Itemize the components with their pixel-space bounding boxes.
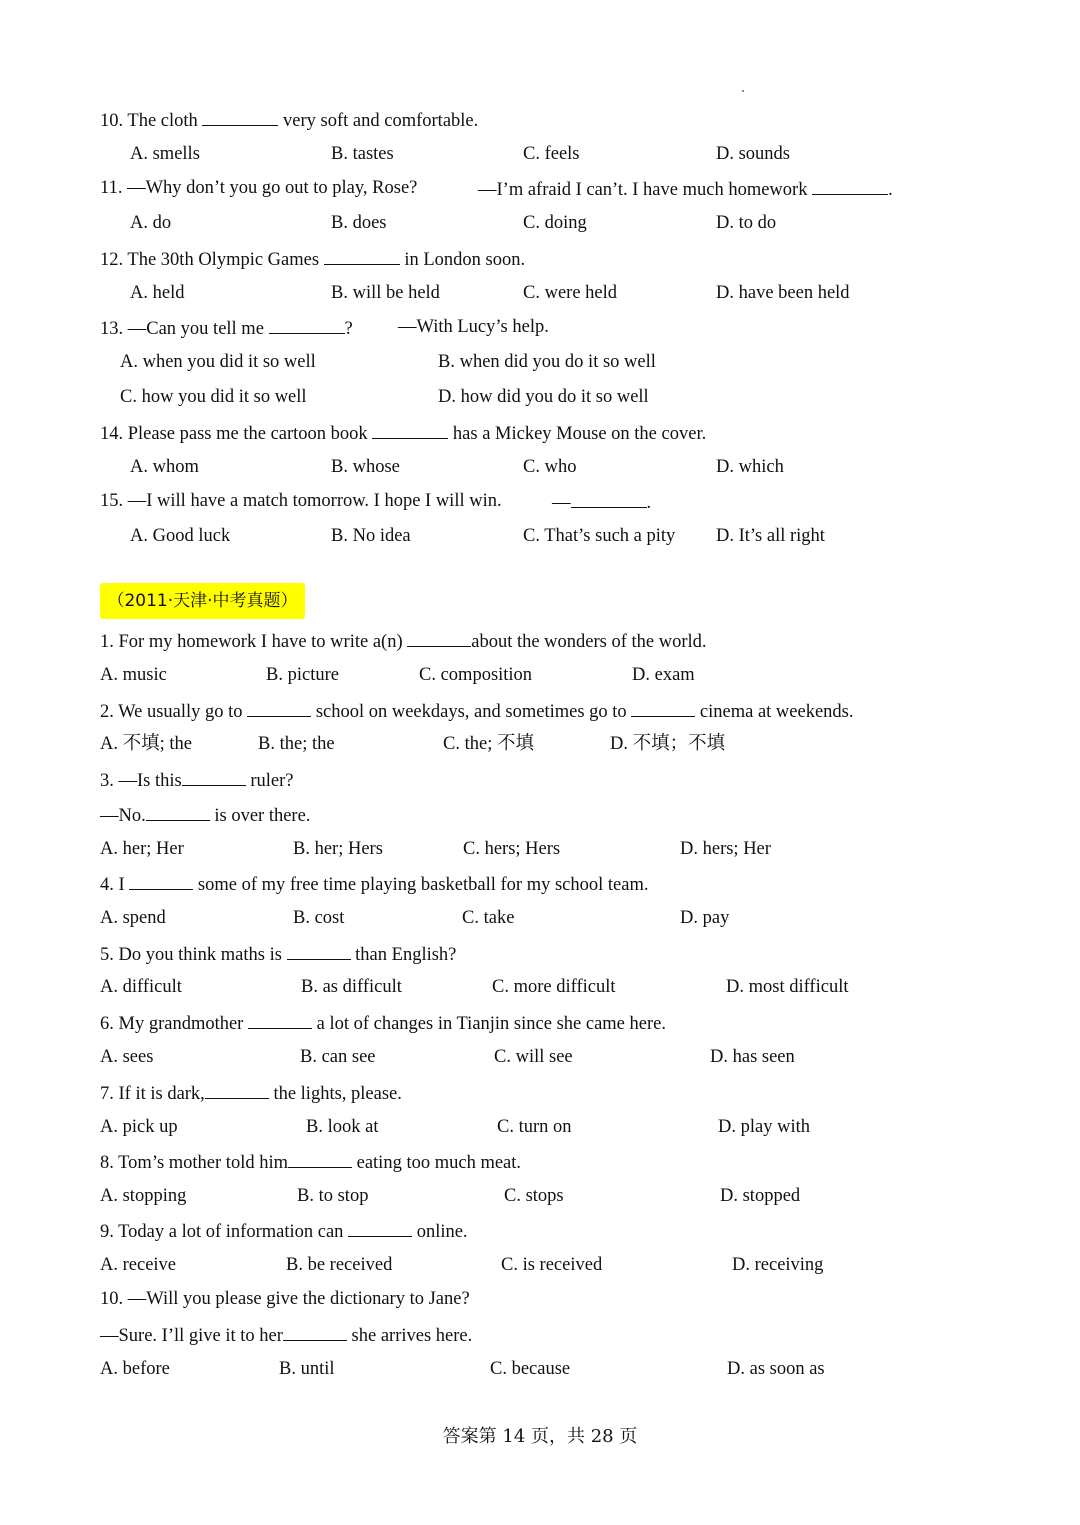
question-9 bbox=[100, 1218, 468, 1244]
option-c: C. is received bbox=[501, 1255, 603, 1275]
option-b: B. can see bbox=[300, 1047, 376, 1067]
answer-blank bbox=[407, 628, 471, 647]
option-d: D. pay bbox=[680, 908, 730, 928]
question-text: 6. My grandmother bbox=[100, 1014, 244, 1034]
question-text: 12. The 30th Olympic Games bbox=[100, 250, 320, 270]
option-c: C. will see bbox=[494, 1047, 573, 1067]
answer-blank bbox=[288, 1149, 352, 1168]
question-text: very soft and comfortable. bbox=[283, 111, 479, 131]
answer-blank bbox=[129, 871, 193, 890]
option-d: D. exam bbox=[632, 665, 695, 685]
page-footer: 答案第 14 页，共 28 页 bbox=[442, 1426, 638, 1447]
question-text: 9. Today a lot of information can bbox=[100, 1222, 344, 1242]
option-b: B. to stop bbox=[297, 1186, 369, 1206]
question-10b bbox=[100, 1287, 470, 1311]
question-13-answer: —With Lucy’s help. bbox=[398, 317, 549, 337]
answer-blank bbox=[247, 698, 311, 717]
question-3-reply bbox=[100, 802, 310, 828]
scan-speck bbox=[742, 90, 744, 92]
question-10b-reply bbox=[100, 1322, 472, 1348]
option-b: B. as difficult bbox=[301, 977, 402, 997]
answer-blank bbox=[348, 1218, 412, 1237]
option-c: C. because bbox=[490, 1359, 571, 1379]
question-11 bbox=[100, 176, 417, 200]
option-b: B. picture bbox=[266, 665, 339, 685]
question-15 bbox=[100, 489, 502, 513]
question-text: 8. Tom’s mother told him bbox=[100, 1153, 288, 1173]
punctuation: ? bbox=[344, 319, 353, 339]
option-c: C. who bbox=[523, 457, 577, 477]
question-text: 14. Please pass me the cartoon book bbox=[100, 424, 368, 444]
answer-blank bbox=[205, 1080, 269, 1099]
answer-blank bbox=[812, 176, 888, 195]
question-text: in London soon. bbox=[404, 250, 526, 270]
option-c: C. doing bbox=[523, 213, 587, 233]
question-3 bbox=[100, 767, 293, 793]
option-a: A. stopping bbox=[100, 1186, 187, 1206]
option-b: B. tastes bbox=[331, 144, 394, 164]
option-b: B. whose bbox=[331, 457, 400, 477]
question-text: ruler? bbox=[250, 771, 294, 791]
option-a: A. music bbox=[100, 665, 167, 685]
question-12 bbox=[100, 246, 525, 272]
question-text: —No. bbox=[100, 806, 146, 826]
question-text: —Sure. I’ll give it to her bbox=[100, 1326, 283, 1346]
question-text: cinema at weekends. bbox=[699, 702, 854, 722]
question-7 bbox=[100, 1080, 402, 1106]
punctuation: . bbox=[646, 493, 652, 513]
option-d: D. most difficult bbox=[726, 977, 849, 997]
option-b: B. when did you do it so well bbox=[438, 352, 656, 372]
question-text: the lights, please. bbox=[273, 1084, 402, 1104]
option-c: C. more difficult bbox=[492, 977, 616, 997]
answer-blank bbox=[248, 1010, 312, 1029]
option-c: C. hers; Hers bbox=[463, 839, 561, 859]
option-a: A. before bbox=[100, 1359, 170, 1379]
option-a: A. pick up bbox=[100, 1117, 178, 1137]
answer-blank bbox=[631, 698, 695, 717]
option-b: B. the; the bbox=[258, 734, 335, 754]
option-c: C. composition bbox=[419, 665, 533, 685]
option-b: B. her; Hers bbox=[293, 839, 383, 859]
option-c: C. take bbox=[462, 908, 515, 928]
question-text: 3. —Is this bbox=[100, 771, 182, 791]
option-d: D. which bbox=[716, 457, 784, 477]
question-14 bbox=[100, 420, 706, 446]
question-text: than English? bbox=[355, 945, 457, 965]
option-d: D. sounds bbox=[716, 144, 791, 164]
answer-blank bbox=[146, 802, 210, 821]
dash: — bbox=[552, 493, 571, 513]
option-b: B. will be held bbox=[331, 283, 440, 303]
question-13 bbox=[100, 315, 353, 341]
question-text: online. bbox=[416, 1222, 468, 1242]
option-d: D. hers; Her bbox=[680, 839, 771, 859]
question-4 bbox=[100, 871, 648, 897]
question-text: 5. Do you think maths is bbox=[100, 945, 282, 965]
option-d: D. stopped bbox=[720, 1186, 801, 1206]
answer-blank bbox=[202, 107, 278, 126]
question-text: eating too much meat. bbox=[356, 1153, 522, 1173]
option-b: B. No idea bbox=[331, 526, 411, 546]
option-a: A. her; Her bbox=[100, 839, 184, 859]
question-text: 10. The cloth bbox=[100, 111, 198, 131]
question-1 bbox=[100, 628, 707, 654]
option-d: D. as soon as bbox=[727, 1359, 825, 1379]
question-6 bbox=[100, 1010, 666, 1036]
option-d: D. It’s all right bbox=[716, 526, 825, 546]
option-a: A. receive bbox=[100, 1255, 177, 1275]
question-text: 4. I bbox=[100, 875, 125, 895]
question-text: 7. If it is dark, bbox=[100, 1084, 205, 1104]
option-b: B. cost bbox=[293, 908, 345, 928]
answer-blank bbox=[571, 489, 647, 508]
question-text: about the wonders of the world. bbox=[471, 632, 707, 652]
question-10 bbox=[100, 107, 478, 133]
option-a: A. Good luck bbox=[130, 526, 231, 546]
question-8 bbox=[100, 1149, 521, 1175]
option-b: B. look at bbox=[306, 1117, 379, 1137]
option-a: A. spend bbox=[100, 908, 166, 928]
question-15-answer bbox=[552, 489, 651, 515]
option-a: A. difficult bbox=[100, 977, 182, 997]
question-text: —I’m afraid I can’t. I have much homework bbox=[478, 180, 808, 200]
question-text: she arrives here. bbox=[351, 1326, 473, 1346]
question-text: 15. —I will have a match tomorrow. I hope I will win. bbox=[100, 491, 502, 511]
question-text: school on weekdays, and sometimes go to bbox=[315, 702, 627, 722]
option-a: A. do bbox=[130, 213, 172, 233]
option-a: A. when you did it so well bbox=[120, 352, 316, 372]
section-tag: （2011·天津·中考真题） bbox=[100, 583, 305, 619]
question-text: a lot of changes in Tianjin since she came here. bbox=[316, 1014, 666, 1034]
question-text: 2. We usually go to bbox=[100, 702, 243, 722]
option-b: B. until bbox=[279, 1359, 335, 1379]
answer-blank bbox=[287, 941, 351, 960]
question-5 bbox=[100, 941, 456, 967]
option-c: C. how you did it so well bbox=[120, 387, 307, 407]
question-text: is over there. bbox=[214, 806, 311, 826]
option-a: A. 不填; the bbox=[100, 734, 192, 754]
option-a: A. held bbox=[130, 283, 185, 303]
option-c: C. That’s such a pity bbox=[523, 526, 676, 546]
question-text: has a Mickey Mouse on the cover. bbox=[452, 424, 707, 444]
option-d: D. how did you do it so well bbox=[438, 387, 649, 407]
option-c: C. feels bbox=[523, 144, 580, 164]
question-text: 13. —Can you tell me bbox=[100, 319, 264, 339]
option-c: C. the; 不填 bbox=[443, 734, 534, 754]
answer-blank bbox=[324, 246, 400, 265]
option-b: B. does bbox=[331, 213, 387, 233]
option-b: B. be received bbox=[286, 1255, 393, 1275]
answer-blank bbox=[269, 315, 345, 334]
answer-blank bbox=[182, 767, 246, 786]
question-2 bbox=[100, 698, 854, 724]
option-a: A. whom bbox=[130, 457, 199, 477]
option-c: C. turn on bbox=[497, 1117, 572, 1137]
question-text: 10. —Will you please give the dictionary to Jane? bbox=[100, 1289, 470, 1309]
question-text: some of my free time playing basketball for my school team. bbox=[197, 875, 649, 895]
option-d: D. has seen bbox=[710, 1047, 795, 1067]
option-d: D. play with bbox=[718, 1117, 810, 1137]
option-d: D. 不填；不填 bbox=[610, 734, 726, 754]
question-text: 11. —Why don’t you go out to play, Rose? bbox=[100, 178, 418, 198]
option-a: A. sees bbox=[100, 1047, 154, 1067]
option-a: A. smells bbox=[130, 144, 200, 164]
punctuation: . bbox=[888, 180, 893, 200]
answer-blank bbox=[283, 1322, 347, 1341]
question-11-answer bbox=[478, 176, 893, 202]
question-text: 1. For my homework I have to write a(n) bbox=[100, 632, 403, 652]
answer-blank bbox=[372, 420, 448, 439]
option-c: C. stops bbox=[504, 1186, 564, 1206]
option-d: D. to do bbox=[716, 213, 777, 233]
option-c: C. were held bbox=[523, 283, 618, 303]
option-d: D. have been held bbox=[716, 283, 850, 303]
option-d: D. receiving bbox=[732, 1255, 824, 1275]
